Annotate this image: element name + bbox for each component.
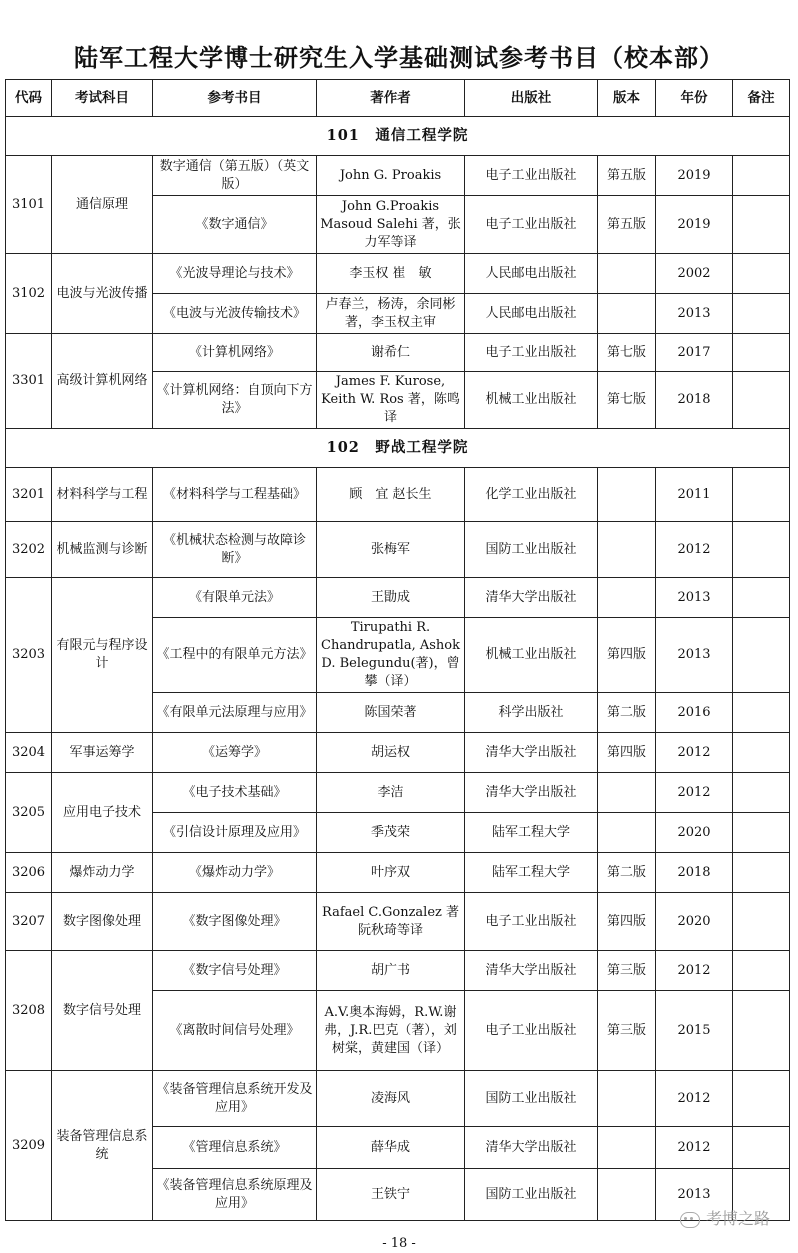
book-year: 2015 [656,991,733,1071]
header-author: 著作者 [317,80,465,117]
watermark [680,1206,770,1229]
header-row [6,80,790,117]
book-row [6,578,790,618]
header-subject: 考试科目 [52,80,153,117]
book-row [6,773,790,813]
book-remarks [733,853,790,893]
book-title: 《光波导理论与技术》 [153,254,317,294]
book-author: Rafael C.Gonzalez 著 阮秋琦等译 [317,893,465,951]
book-year: 2019 [656,156,733,196]
book-publisher: 机械工业出版社 [465,618,598,693]
book-remarks [733,733,790,773]
book-edition: 第五版 [598,156,656,196]
book-edition: 第四版 [598,893,656,951]
book-year: 2013 [656,618,733,693]
table-body [6,117,790,1221]
book-remarks [733,294,790,334]
book-remarks [733,693,790,733]
book-edition [598,522,656,578]
book-publisher: 清华大学出版社 [465,578,598,618]
book-title: 《数字信号处理》 [153,951,317,991]
book-remarks [733,951,790,991]
book-edition: 第七版 [598,334,656,372]
header-publisher: 出版社 [465,80,598,117]
book-author: 王勖成 [317,578,465,618]
book-edition [598,1071,656,1127]
book-author: John G. Proakis [317,156,465,196]
book-year: 2019 [656,196,733,254]
header-edition: 版本 [598,80,656,117]
book-title: 《装备管理信息系统开发及应用》 [153,1071,317,1127]
book-author: James F. Kurose, Keith W. Ros 著，陈鸣 译 [317,372,465,429]
book-edition [598,813,656,853]
book-title: 《管理信息系统》 [153,1127,317,1169]
book-author: 张梅军 [317,522,465,578]
book-author: 李洁 [317,773,465,813]
book-year: 2013 [656,294,733,334]
book-title: 《有限单元法原理与应用》 [153,693,317,733]
book-author: 凌海风 [317,1071,465,1127]
book-row [6,522,790,578]
subject-name: 材料科学与工程 [52,468,153,522]
book-title: 《离散时间信号处理》 [153,991,317,1071]
subject-code: 3209 [6,1071,52,1221]
book-year: 2016 [656,693,733,733]
wechat-icon [680,1212,700,1228]
header-year: 年份 [656,80,733,117]
book-row [6,853,790,893]
book-year: 2012 [656,522,733,578]
subject-name: 应用电子技术 [52,773,153,853]
book-publisher: 国防工业出版社 [465,1071,598,1127]
book-title: 《引信设计原理及应用》 [153,813,317,853]
book-author: Tirupathi R. Chandrupatla, Ashok D. Belegundu(著)，曾攀（译） [317,618,465,693]
book-publisher: 陆军工程大学 [465,813,598,853]
book-year: 2011 [656,468,733,522]
subject-code: 3205 [6,773,52,853]
book-edition [598,578,656,618]
book-year: 2017 [656,334,733,372]
book-edition: 第二版 [598,853,656,893]
book-edition [598,1127,656,1169]
book-year: 2012 [656,951,733,991]
header-remarks: 备注 [733,80,790,117]
subject-code: 3201 [6,468,52,522]
subject-name: 装备管理信息系统 [52,1071,153,1221]
book-remarks [733,522,790,578]
book-row [6,733,790,773]
book-remarks [733,991,790,1071]
subject-name: 机械监测与诊断 [52,522,153,578]
book-title: 《数字图像处理》 [153,893,317,951]
book-edition: 第三版 [598,991,656,1071]
book-publisher: 科学出版社 [465,693,598,733]
book-remarks [733,893,790,951]
book-author: 季茂荣 [317,813,465,853]
book-publisher: 电子工业出版社 [465,156,598,196]
book-edition [598,468,656,522]
book-publisher: 化学工业出版社 [465,468,598,522]
subject-name: 有限元与程序设计 [52,578,153,733]
subject-code: 3207 [6,893,52,951]
book-year: 2012 [656,773,733,813]
book-edition: 第四版 [598,733,656,773]
book-author: 王铁宁 [317,1169,465,1221]
book-author: 胡广书 [317,951,465,991]
book-year: 2018 [656,853,733,893]
book-edition: 第五版 [598,196,656,254]
book-author: 谢希仁 [317,334,465,372]
book-remarks [733,254,790,294]
book-publisher: 国防工业出版社 [465,1169,598,1221]
subject-code: 3301 [6,334,52,429]
college-name: 101 通信工程学院 [6,117,790,156]
book-year: 2020 [656,893,733,951]
book-title: 《有限单元法》 [153,578,317,618]
book-row [6,951,790,991]
book-publisher: 电子工业出版社 [465,991,598,1071]
book-year: 2012 [656,1071,733,1127]
book-row [6,1071,790,1127]
book-year: 2002 [656,254,733,294]
watermark-text: 考博之路 [705,1209,770,1228]
book-row [6,334,790,372]
book-remarks [733,813,790,853]
book-publisher: 人民邮电出版社 [465,294,598,334]
book-publisher: 机械工业出版社 [465,372,598,429]
book-year: 2012 [656,1127,733,1169]
book-row [6,468,790,522]
book-row [6,156,790,196]
book-remarks [733,334,790,372]
book-publisher: 清华大学出版社 [465,773,598,813]
subject-code: 3101 [6,156,52,254]
book-year: 2013 [656,1169,733,1221]
book-title: 《电子技术基础》 [153,773,317,813]
subject-name: 爆炸动力学 [52,853,153,893]
subject-code: 3102 [6,254,52,334]
book-year: 2020 [656,813,733,853]
book-edition [598,254,656,294]
page-number: - 18 - [382,1236,416,1251]
book-edition: 第四版 [598,618,656,693]
book-title: 《机械状态检测与故障诊断》 [153,522,317,578]
book-publisher: 清华大学出版社 [465,733,598,773]
book-year: 2013 [656,578,733,618]
book-title: 数字通信（第五版）（英文版） [153,156,317,196]
subject-name: 数字图像处理 [52,893,153,951]
book-title: 《电波与光波传输技术》 [153,294,317,334]
subject-code: 3206 [6,853,52,893]
book-author: 卢春兰，杨涛，余同彬著，李玉权主审 [317,294,465,334]
subject-name: 高级计算机网络 [52,334,153,429]
header-book: 参考书目 [153,80,317,117]
book-author: 顾 宜 赵长生 [317,468,465,522]
book-author: John G.Proakis Masoud Salehi 著，张力军等译 [317,196,465,254]
book-edition [598,1169,656,1221]
book-remarks [733,1071,790,1127]
book-year: 2012 [656,733,733,773]
book-edition [598,773,656,813]
book-remarks [733,156,790,196]
book-publisher: 清华大学出版社 [465,951,598,991]
book-title: 《数字通信》 [153,196,317,254]
book-remarks [733,1127,790,1169]
book-publisher: 人民邮电出版社 [465,254,598,294]
book-edition: 第三版 [598,951,656,991]
book-edition: 第二版 [598,693,656,733]
college-row [6,117,790,156]
book-author: A.V.奥本海姆，R.W.谢弗，J.R.巴克（著），刘树棠，黄建国（译） [317,991,465,1071]
book-title: 《装备管理信息系统原理及应用》 [153,1169,317,1221]
book-publisher: 电子工业出版社 [465,334,598,372]
book-author: 胡运权 [317,733,465,773]
book-title: 《计算机网络：自顶向下方法》 [153,372,317,429]
book-remarks [733,773,790,813]
book-publisher: 陆军工程大学 [465,853,598,893]
book-edition: 第七版 [598,372,656,429]
subject-code: 3203 [6,578,52,733]
book-author: 叶序双 [317,853,465,893]
book-remarks [733,578,790,618]
subject-code: 3204 [6,733,52,773]
book-title: 《爆炸动力学》 [153,853,317,893]
book-title: 《材料科学与工程基础》 [153,468,317,522]
college-row [6,429,790,468]
book-row [6,254,790,294]
book-publisher: 电子工业出版社 [465,893,598,951]
header-code: 代码 [6,80,52,117]
subject-name: 数字信号处理 [52,951,153,1071]
college-name: 102 野战工程学院 [6,429,790,468]
reference-book-table [5,79,790,1221]
book-remarks [733,196,790,254]
book-remarks [733,372,790,429]
subject-name: 军事运筹学 [52,733,153,773]
book-publisher: 国防工业出版社 [465,522,598,578]
book-year: 2018 [656,372,733,429]
book-remarks [733,468,790,522]
book-author: 薛华成 [317,1127,465,1169]
book-publisher: 电子工业出版社 [465,196,598,254]
book-title: 《计算机网络》 [153,334,317,372]
book-title: 《运筹学》 [153,733,317,773]
book-edition [598,294,656,334]
book-title: 《工程中的有限单元方法》 [153,618,317,693]
subject-name: 通信原理 [52,156,153,254]
page-title: 陆军工程大学博士研究生入学基础测试参考书目（校本部） [74,43,724,72]
subject-name: 电波与光波传播 [52,254,153,334]
book-author: 李玉权 崔 敏 [317,254,465,294]
book-row [6,893,790,951]
book-remarks [733,618,790,693]
book-publisher: 清华大学出版社 [465,1127,598,1169]
book-author: 陈国荣著 [317,693,465,733]
subject-code: 3208 [6,951,52,1071]
subject-code: 3202 [6,522,52,578]
